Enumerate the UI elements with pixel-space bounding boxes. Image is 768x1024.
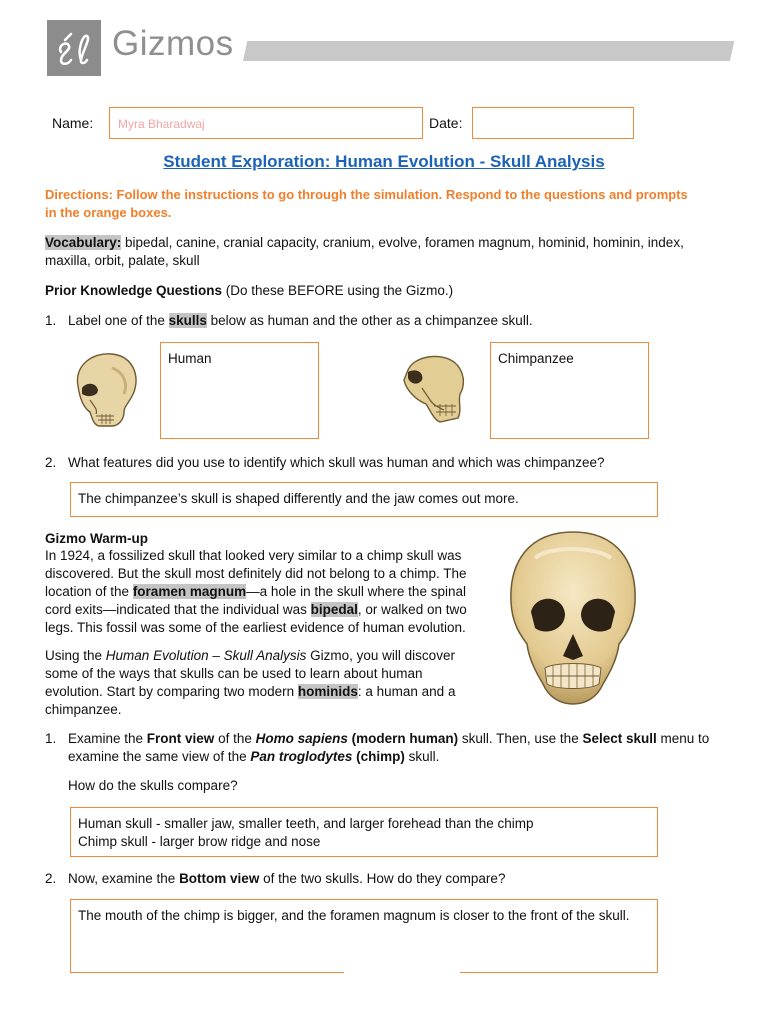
vocabulary-terms: bipedal, canine, cranial capacity, cranium, evolve, foramen magnum, hominid, hominin, index, maxilla, orbit, palate, skull <box>45 235 684 268</box>
date-field[interactable] <box>472 107 634 139</box>
gizmo-name: Human Evolution – Skull Analysis <box>105 648 307 663</box>
prior-note: (Do these BEFORE using the Gizmo.) <box>222 283 454 298</box>
chimp-term: (chimp) <box>352 749 405 764</box>
warmup-p2-c: : a human and a chimpanzee. <box>45 684 456 717</box>
w1-t5: skull. <box>404 749 440 764</box>
name-label: Name: <box>52 115 94 131</box>
w2-t1: Now, examine the <box>68 871 180 886</box>
name-field[interactable] <box>109 107 423 139</box>
human-skull-image <box>68 348 144 432</box>
w2-number: 2. <box>45 871 57 886</box>
w2-answer-box[interactable] <box>70 899 658 973</box>
header-bar <box>243 41 734 61</box>
homo-sapiens-term: Homo sapiens <box>255 731 348 746</box>
q2-text: What features did you use to identify which skull was human and which was chimpanzee? <box>68 455 605 470</box>
term-bipedal: bipedal <box>310 602 358 617</box>
q1-text <box>68 312 533 330</box>
term-foramen-magnum: foramen magnum <box>132 584 247 599</box>
gizmos-logo <box>47 20 101 76</box>
q1-answer-left-text: Human <box>168 351 212 366</box>
q1-answer-right-text: Chimpanzee <box>498 351 574 366</box>
brand-name: Gizmos <box>112 24 234 63</box>
warmup-heading: Gizmo Warm-up <box>45 531 148 546</box>
modern-human-term: (modern human) <box>347 731 459 746</box>
w1-t2: of the <box>214 731 256 746</box>
q2-answer-box[interactable] <box>70 482 658 517</box>
chimp-skull-image <box>400 350 472 426</box>
w1-t4: menu to examine the same view of the <box>68 731 710 764</box>
name-value: Myra Bharadwaj <box>118 117 205 131</box>
warmup-p2-b: Gizmo, you will discover some of the ways that skulls can be used to learn about human evolution. Start by comparing two modern <box>45 648 455 699</box>
w1-answer-line-2: Chimp skull - larger brow ridge and nose <box>78 834 321 849</box>
q1-pre: Label one of the <box>68 313 169 328</box>
directions: Directions: Follow the instructions to go through the simulation. Respond to the questions and prompts in the orange boxes. <box>45 187 688 220</box>
pan-troglodytes-term: Pan troglodytes <box>250 749 353 764</box>
warmup-paragraph-2 <box>45 647 475 719</box>
prior-heading: Prior Knowledge Questions <box>45 283 223 298</box>
prior-knowledge <box>45 282 453 300</box>
w1-number: 1. <box>45 731 57 746</box>
q1-answer-left[interactable] <box>160 342 319 439</box>
page-title: Student Exploration: Human Evolution - Skull Analysis <box>163 152 605 171</box>
bottom-view-term: Bottom view <box>179 871 260 886</box>
q2-number: 2. <box>45 455 57 470</box>
w1-answer-line-1: Human skull - smaller jaw, smaller teeth, and larger forehead than the chimp <box>78 816 534 831</box>
front-view-term: Front view <box>146 731 215 746</box>
w2-text <box>68 870 505 888</box>
q2-answer-text: The chimpanzee’s skull is shaped differently and the jaw comes out more. <box>78 491 519 506</box>
term-hominids: hominids <box>297 684 358 699</box>
warmup-p1-b: —a hole in the skull where the spinal cord exits—indicated that the individual was <box>45 584 466 617</box>
q1-highlight: skulls <box>168 313 207 328</box>
w2-answer-text: The mouth of the chimp is bigger, and the foramen magnum is closer to the front of the skull. <box>78 908 630 923</box>
w1-t1: Examine the <box>68 731 147 746</box>
w1-question: How do the skulls compare? <box>68 778 238 793</box>
date-value <box>473 108 633 117</box>
warmup-p1-a: In 1924, a fossilized skull that looked very similar to a chimp skull was discovered. But the skull most definitely did not belong to a chimp. The location of the <box>45 548 467 599</box>
el-logo-icon <box>47 20 101 76</box>
q1-number: 1. <box>45 313 57 328</box>
w1-t3: skull. Then, use the <box>458 731 583 746</box>
w2-t2: of the two skulls. How do they compare? <box>259 871 506 886</box>
w1-answer-box[interactable] <box>70 807 658 857</box>
border-gap <box>344 970 460 976</box>
warmup-p1-c: , or walked on two legs. This fossil was some of the earliest evidence of human evolution. <box>45 602 467 635</box>
date-label: Date: <box>429 115 463 131</box>
vocabulary-label: Vocabulary: <box>45 235 122 250</box>
vocabulary <box>45 234 715 270</box>
q1-answer-right[interactable] <box>490 342 649 439</box>
warmup-paragraph-1 <box>45 547 480 637</box>
q1-post: below as human and the other as a chimpanzee skull. <box>206 313 533 328</box>
w1-text <box>68 730 738 766</box>
select-skull-term: Select skull <box>582 731 657 746</box>
front-skull-image <box>505 528 641 708</box>
warmup-p2-a: Using the <box>45 648 106 663</box>
w1-answer-text <box>71 808 657 851</box>
